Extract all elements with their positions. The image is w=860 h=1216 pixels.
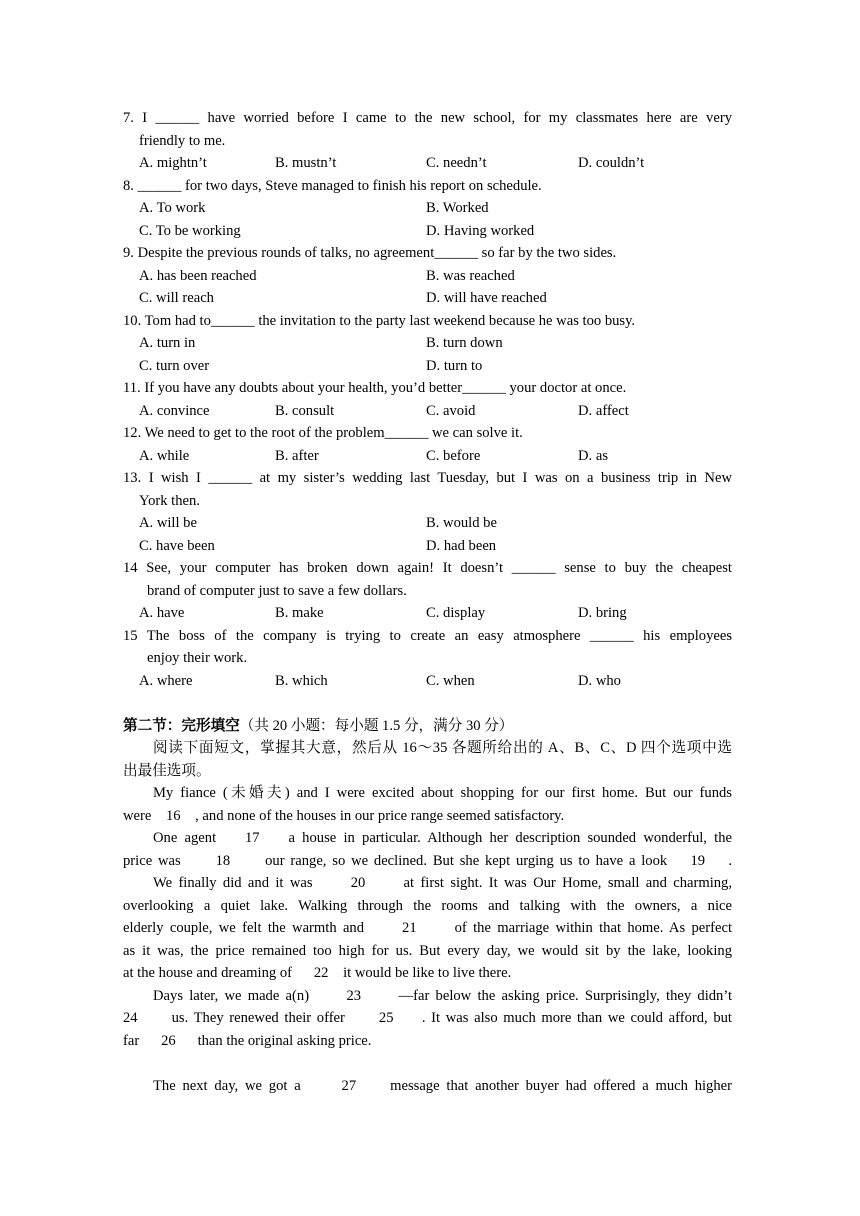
option-b[interactable]: B. which	[275, 672, 328, 689]
options-row	[123, 670, 732, 693]
spacer	[123, 692, 732, 715]
options-row	[123, 445, 732, 468]
option-d[interactable]: D. Having worked	[426, 222, 535, 239]
option-d[interactable]: D. couldn’t	[578, 155, 645, 171]
options-row	[123, 287, 732, 310]
passage-line: elderly couple, we felt the warmth and 21 of the marriage within that home. As perfect	[123, 920, 732, 936]
question-stem: 13. I wish I ______ at my sister’s wedding last Tuesday, but I was on a business trip in New	[123, 470, 732, 486]
options-row	[123, 220, 732, 243]
section-subtitle: （共 20 小题：每小题 1.5 分，满分 30 分）	[239, 717, 514, 734]
passage-line: My fiance (未婚夫) and I were excited about shopping for our first home. But our funds	[153, 785, 732, 801]
option-b[interactable]: B. turn down	[426, 335, 503, 351]
options-row	[123, 400, 732, 423]
question-stem: 12. We need to get to the root of the problem______ we can solve it.	[123, 425, 523, 441]
passage-line: We finally did and it was 20 at first sight. It was Our Home, small and charming,	[153, 875, 732, 891]
option-a[interactable]: A. convince	[139, 402, 210, 419]
option-c[interactable]: C. turn over	[139, 357, 210, 374]
options-row	[123, 535, 732, 558]
option-a[interactable]: A. mightn’t	[139, 155, 207, 171]
option-b[interactable]: B. Worked	[426, 200, 489, 216]
option-b[interactable]: B. would be	[426, 515, 497, 531]
option-a[interactable]: A. has been reached	[139, 267, 257, 284]
question-stem-continued: friendly to me.	[139, 132, 226, 149]
option-a[interactable]: A. while	[139, 447, 190, 464]
option-c[interactable]: C. display	[426, 605, 486, 621]
option-a[interactable]: A. have	[139, 605, 185, 621]
passage-line: price was 18 our range, so we declined. But she kept urging us to have a look 19 .	[123, 852, 732, 869]
option-d[interactable]: D. who	[578, 672, 621, 689]
option-d[interactable]: D. affect	[578, 402, 629, 419]
question-stem-continued: brand of computer just to save a few dollars.	[147, 582, 407, 599]
option-a[interactable]: A. will be	[139, 515, 197, 531]
option-d[interactable]: D. had been	[426, 537, 497, 554]
option-a[interactable]: A. where	[139, 672, 193, 689]
option-c[interactable]: C. before	[426, 447, 481, 464]
passage-line: overlooking a quiet lake. Walking through the rooms and talking with the owners, a nice	[123, 897, 732, 914]
option-b[interactable]: B. mustn’t	[275, 155, 337, 171]
passage-line: as it was, the price remained too high for us. But every day, we would sit by the lake, looking	[123, 942, 732, 959]
passage-line: Days later, we made a(n) 23 —far below the asking price. Surprisingly, they didn’t	[153, 987, 732, 1004]
question-stem-continued: enjoy their work.	[147, 650, 248, 666]
option-c[interactable]: C. needn’t	[426, 155, 487, 171]
question-stem: 10. Tom had to______ the invitation to the party last weekend because he was too busy.	[123, 312, 636, 329]
options-row	[123, 602, 732, 625]
options-row	[123, 197, 732, 220]
section-title: 第二节：完形填空	[123, 717, 240, 734]
option-b[interactable]: B. make	[275, 605, 324, 621]
option-a[interactable]: A. turn in	[139, 335, 196, 351]
question-stem: 11. If you have any doubts about your health, you’d better______ your doctor at once.	[123, 380, 627, 396]
passage-line: far 26 than the original asking price.	[123, 1032, 372, 1049]
option-a[interactable]: A. To work	[139, 200, 206, 216]
option-b[interactable]: B. was reached	[426, 267, 515, 284]
options-row	[123, 355, 732, 378]
options-row	[123, 512, 732, 535]
section-instruction-continued: 出最佳选项。	[123, 762, 211, 779]
section-instruction: 阅读下面短文，掌握其大意，然后从 16～35 各题所给出的 A、B、C、D 四个选项中选	[153, 740, 732, 756]
options-row	[123, 152, 732, 175]
passage-line: 24 us. They renewed their offer 25 . It was also much more than we could afford, but	[123, 1010, 732, 1026]
passage-line: One agent 17 a house in particular. Although her description sounded wonderful, the	[153, 830, 732, 846]
question-stem: 9. Despite the previous rounds of talks, no agreement______ so far by the two sides.	[123, 245, 617, 261]
options-row	[123, 332, 732, 355]
option-d[interactable]: D. as	[578, 447, 608, 464]
option-d[interactable]: D. will have reached	[426, 290, 547, 306]
exam-page	[123, 107, 732, 1097]
passage-line: were 16 , and none of the houses in our price range seemed satisfactory.	[123, 807, 565, 824]
passage-line: The next day, we got a 27 message that another buyer had offered a much higher	[153, 1077, 732, 1094]
option-c[interactable]: C. avoid	[426, 402, 476, 419]
question-stem: 7. I ______ have worried before I came to the new school, for my classmates here are very	[123, 110, 732, 126]
question-stem: 8. ______ for two days, Steve managed to finish his report on schedule.	[123, 177, 542, 194]
option-d[interactable]: D. bring	[578, 605, 627, 621]
section-heading	[123, 715, 732, 738]
option-c[interactable]: C. when	[426, 672, 475, 689]
question-stem-continued: York then.	[139, 492, 200, 509]
question-stem: 14 See, your computer has broken down again! It doesn’t ______ sense to buy the cheapest	[123, 560, 732, 576]
spacer	[123, 1052, 732, 1075]
option-c[interactable]: C. To be working	[139, 222, 241, 239]
question-stem: 15 The boss of the company is trying to create an easy atmosphere ______ his employees	[123, 627, 732, 644]
option-d[interactable]: D. turn to	[426, 357, 483, 374]
option-c[interactable]: C. have been	[139, 537, 215, 554]
option-b[interactable]: B. after	[275, 447, 319, 464]
option-b[interactable]: B. consult	[275, 402, 335, 419]
option-c[interactable]: C. will reach	[139, 290, 214, 306]
options-row	[123, 265, 732, 288]
passage-line: at the house and dreaming of 22 it would be like to live there.	[123, 965, 512, 981]
